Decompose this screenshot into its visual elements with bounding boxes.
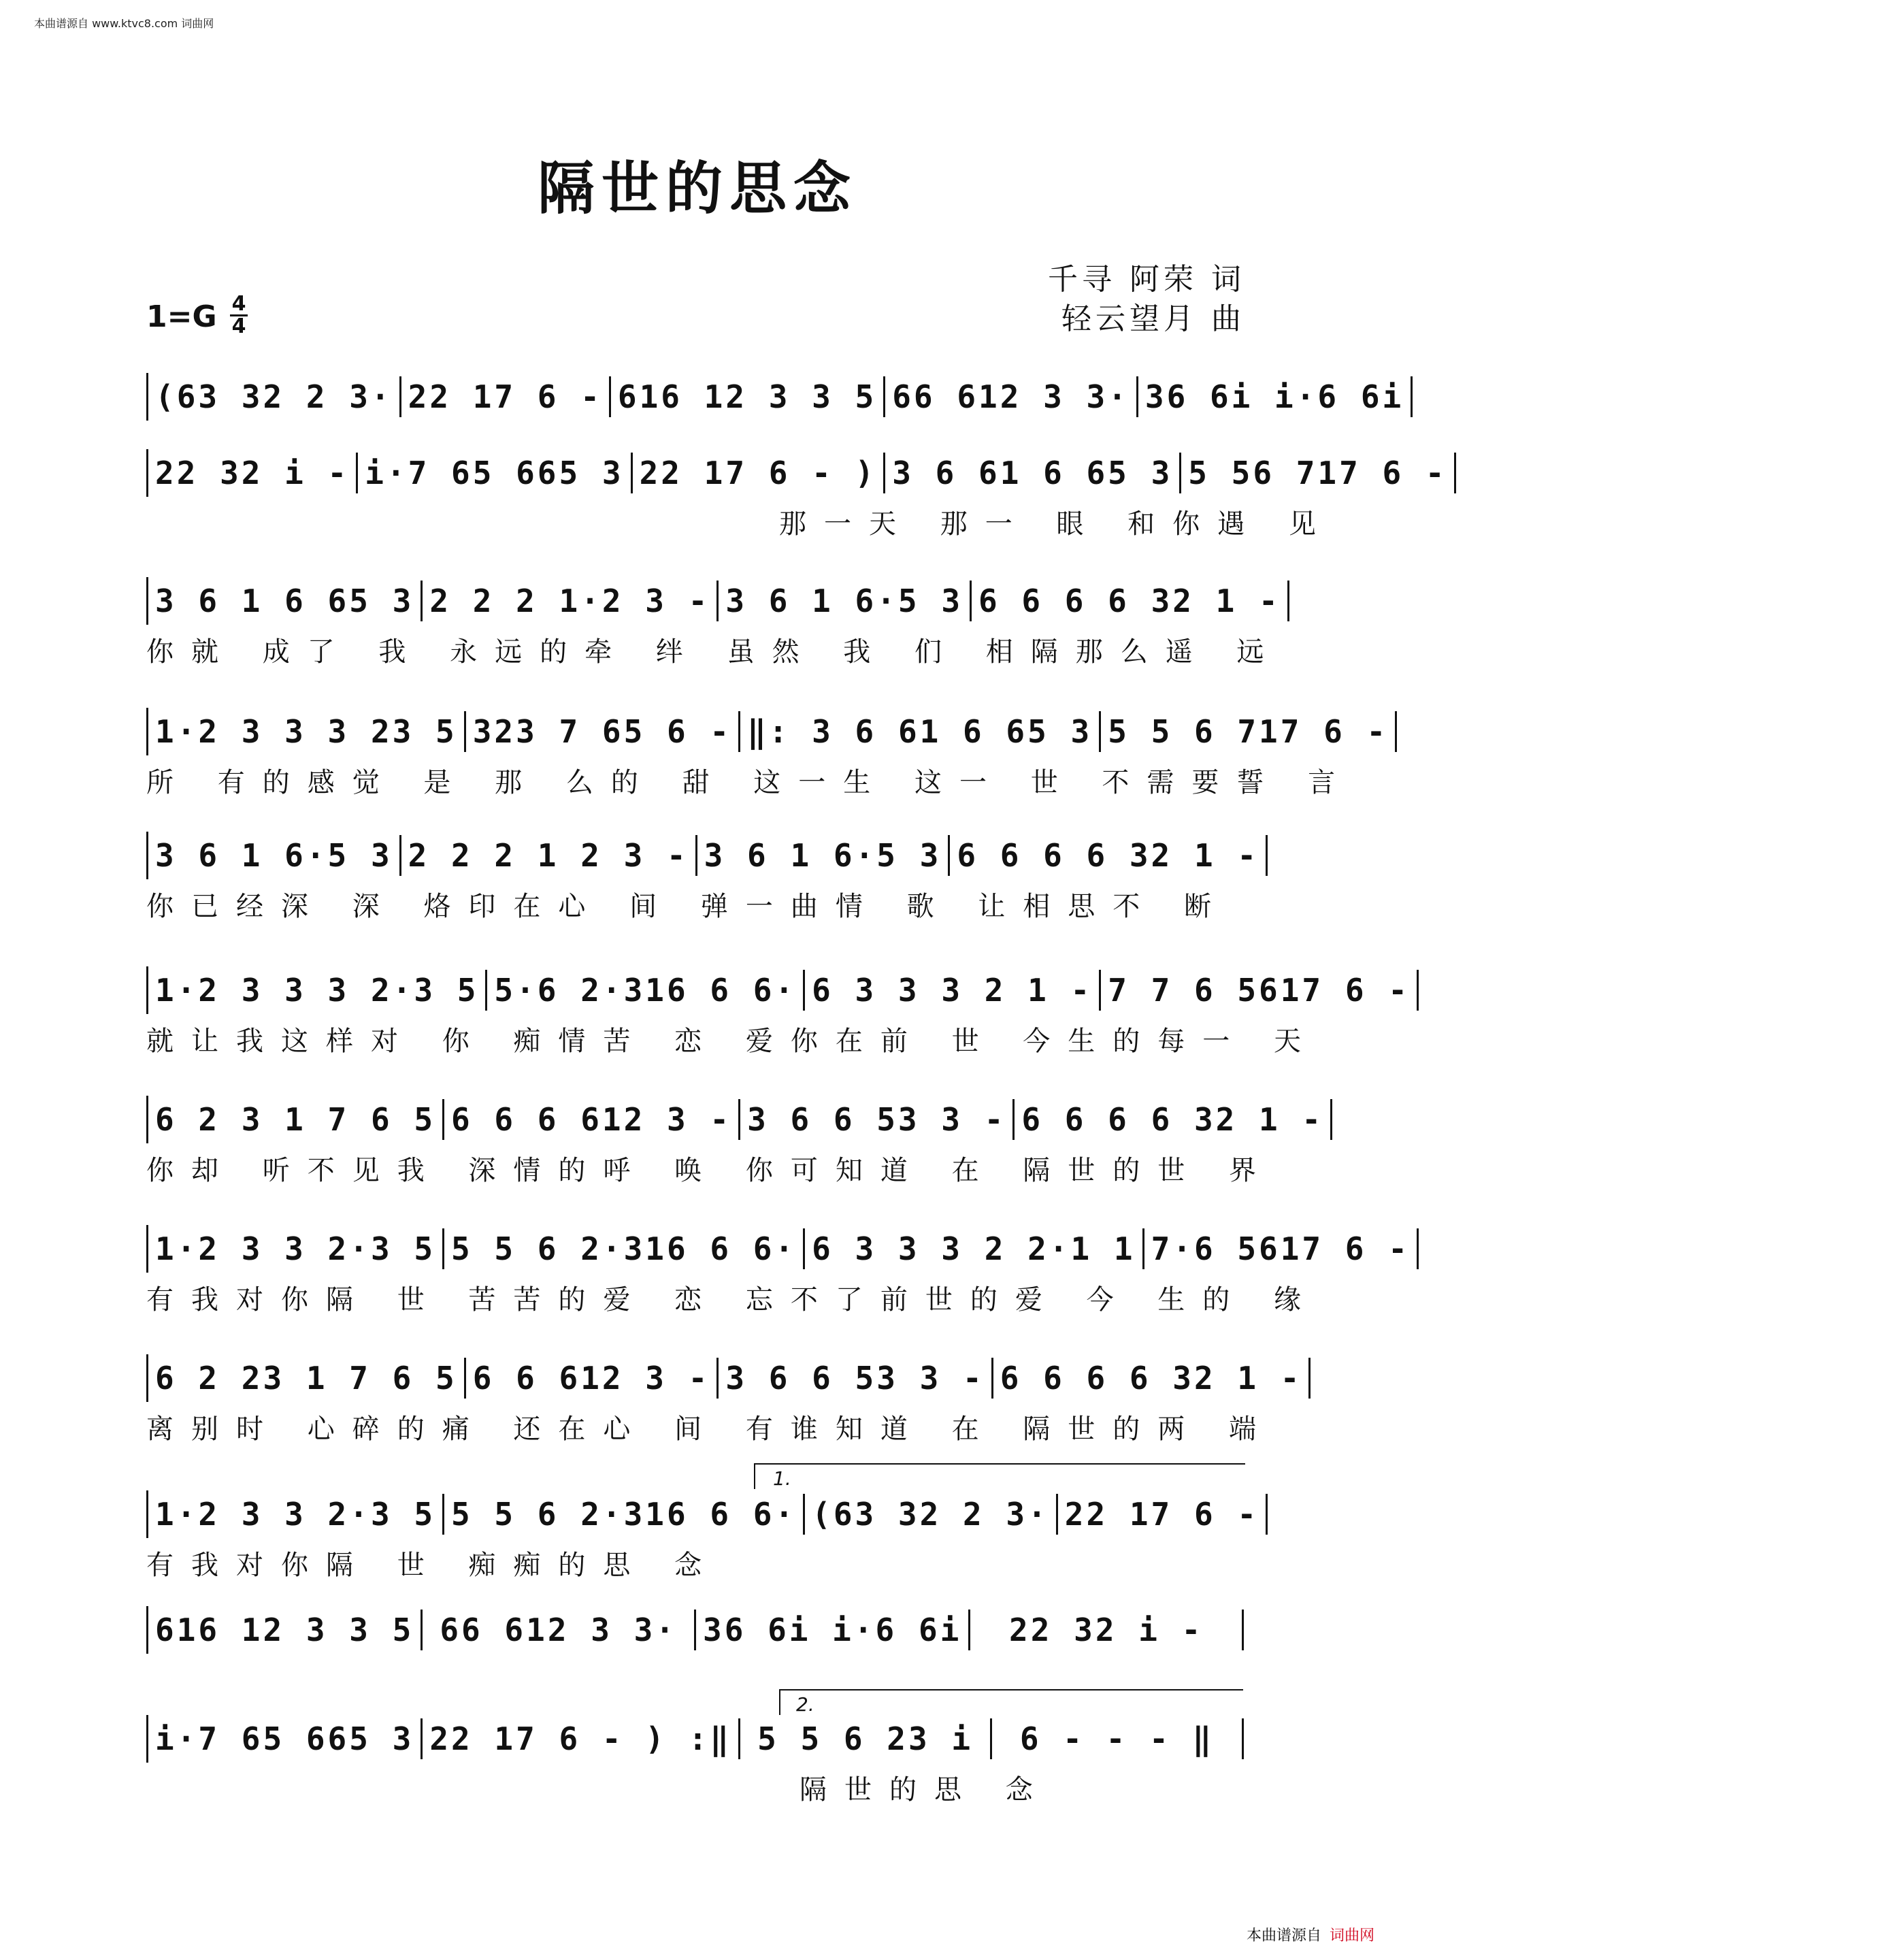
- measure: 6 6 6 612 3 -: [444, 1099, 740, 1140]
- lyrics-row: 那一天 那一 眼 和你遇 见: [779, 508, 1334, 540]
- lyrics-row: 所 有的感觉 是 那 么的 甜 这一生 这一 世 不需要誓 言: [146, 767, 1353, 798]
- lyrics-row: 离别时 心碎的痛 还在心 间 有谁知道 在 隔世的两 端: [146, 1414, 1274, 1445]
- measure: 36 6i i·6 6i: [696, 1610, 970, 1650]
- time-signature: [230, 294, 248, 337]
- measure: 5 5 6 717 6 -: [1101, 711, 1397, 752]
- measure: 22 17 6 - ) :‖: [423, 1718, 740, 1759]
- measure: 6 6 6 6 32 1 -: [993, 1358, 1311, 1399]
- measure: 616 12 3 3 5: [148, 1610, 423, 1650]
- measure: 1·2 3 3 2·3 5: [148, 1228, 444, 1269]
- volta-2-label: 2.: [796, 1693, 814, 1716]
- measure: 2 2 2 1·2 3 -: [423, 581, 719, 621]
- measure: 3 6 6 53 3 -: [719, 1358, 993, 1399]
- measure: 1·2 3 3 3 23 5: [148, 711, 466, 752]
- measure: 36 6i i·6 6i: [1138, 376, 1413, 417]
- measure: 66 612 3 3·: [423, 1610, 696, 1650]
- volta-1-bracket: [754, 1463, 1245, 1489]
- lyrics-row: 就让我这样对 你 痴情苦 恋 爱你在前 世 今生的每一 天: [146, 1026, 1319, 1057]
- lyricist-credit: 千寻 阿荣 词: [1048, 262, 1245, 297]
- composer-credit: 轻云望月 曲: [1061, 301, 1245, 336]
- time-signature-bottom: 4: [231, 314, 246, 338]
- measure: 3 6 61 6 65 3: [885, 453, 1181, 493]
- notes-row: [146, 966, 1410, 1014]
- measure: 22 17 6 -: [401, 376, 611, 417]
- footer-text: 本曲谱源自: [1246, 1927, 1321, 1944]
- measure: 3 6 1 6 65 3: [148, 581, 423, 621]
- measure: 7 7 6 5617 6 -: [1101, 970, 1419, 1011]
- measure: 6 3 3 3 2 1 -: [805, 970, 1101, 1011]
- page-title: 隔世的思念: [537, 154, 857, 222]
- measure: 616 12 3 3 5: [611, 376, 885, 417]
- measure: 1·2 3 3 3 2·3 5: [148, 970, 487, 1011]
- measure: 3 6 1 6·5 3: [148, 835, 401, 876]
- measure: 3 6 6 53 3 -: [740, 1099, 1015, 1140]
- lyrics-row: 你就 成了 我 永远的牵 绊 虽然 我 们 相隔那么遥 远: [146, 636, 1282, 668]
- measure: 5·6 2·316 6 6·: [487, 970, 805, 1011]
- measure: 6 6 6 6 32 1 -: [1015, 1099, 1332, 1140]
- notes-row: [146, 373, 1404, 421]
- notes-row: [146, 708, 1389, 755]
- notes-row: [146, 1715, 1244, 1763]
- measure: 6 - - - ‖: [992, 1718, 1244, 1759]
- notes-row: [146, 832, 1259, 879]
- header-note: 本曲谱源自 www.ktvc8.com 词曲网: [34, 17, 214, 30]
- lyrics-row: 有我对你隔 世 苦苦的爱 恋 忘不了前世的爱 今 生的 缘: [146, 1284, 1319, 1316]
- measure: ‖: 3 6 61 6 65 3: [740, 711, 1101, 752]
- measure: 2 2 2 1 2 3 -: [401, 835, 697, 876]
- footer-brand: 词曲网: [1329, 1927, 1374, 1944]
- measure: i·7 65 665 3: [148, 1718, 423, 1759]
- notes-row: [146, 449, 1447, 497]
- lyrics-row: 有我对你隔 世 痴痴的思 念: [146, 1550, 720, 1581]
- measure: 66 612 3 3·: [885, 376, 1138, 417]
- measure: 7·6 5617 6 -: [1144, 1228, 1419, 1269]
- volta-2-bracket: [779, 1689, 1243, 1715]
- notes-row: [146, 1606, 1244, 1654]
- notes-row: [146, 1354, 1302, 1402]
- notes-row: [146, 1490, 1259, 1538]
- measure: 323 7 65 6 -: [466, 711, 740, 752]
- measure: 5 56 717 6 -: [1181, 453, 1455, 493]
- measure: (63 32 2 3·: [148, 376, 401, 417]
- measure: 22 17 6 -: [1058, 1494, 1268, 1535]
- volta-1-label: 1.: [773, 1467, 791, 1490]
- measure: 3 6 1 6·5 3: [697, 835, 951, 876]
- notes-row: [146, 1225, 1410, 1273]
- measure: 6 6 612 3 -: [466, 1358, 719, 1399]
- measure: (63 32 2 3·: [805, 1494, 1058, 1535]
- measure: i·7 65 665 3: [358, 453, 632, 493]
- measure: 6 2 3 1 7 6 5: [148, 1099, 444, 1140]
- measure: 22 32 i -: [970, 1610, 1244, 1650]
- notes-row: [146, 577, 1281, 625]
- measure: 6 6 6 6 32 1 -: [972, 581, 1289, 621]
- time-signature-top: 4: [231, 292, 246, 316]
- key-signature: 1=G: [146, 299, 217, 334]
- measure: 1·2 3 3 2·3 5: [148, 1494, 444, 1535]
- measure: 6 3 3 3 2 2·1 1: [805, 1228, 1144, 1269]
- footer: [1247, 1924, 1374, 1945]
- measure: 6 2 23 1 7 6 5: [148, 1358, 466, 1399]
- measure: 5 5 6 23 i: [740, 1718, 992, 1759]
- lyrics-row: 隔世的思 念: [800, 1774, 1051, 1806]
- measure: 5 5 6 2·316 6 6·: [444, 1494, 805, 1535]
- notes-row: [146, 1096, 1324, 1143]
- measure: 22 32 i -: [148, 453, 358, 493]
- measure: 6 6 6 6 32 1 -: [950, 835, 1268, 876]
- measure: 5 5 6 2·316 6 6·: [444, 1228, 805, 1269]
- lyrics-row: 你已经深 深 烙印在心 间 弹一曲情 歌 让相思不 断: [146, 891, 1230, 922]
- measure: 3 6 1 6·5 3: [719, 581, 972, 621]
- lyrics-row: 你却 听不见我 深情的呼 唤 你可知道 在 隔世的世 界: [146, 1155, 1274, 1186]
- measure: 22 17 6 - ): [633, 453, 886, 493]
